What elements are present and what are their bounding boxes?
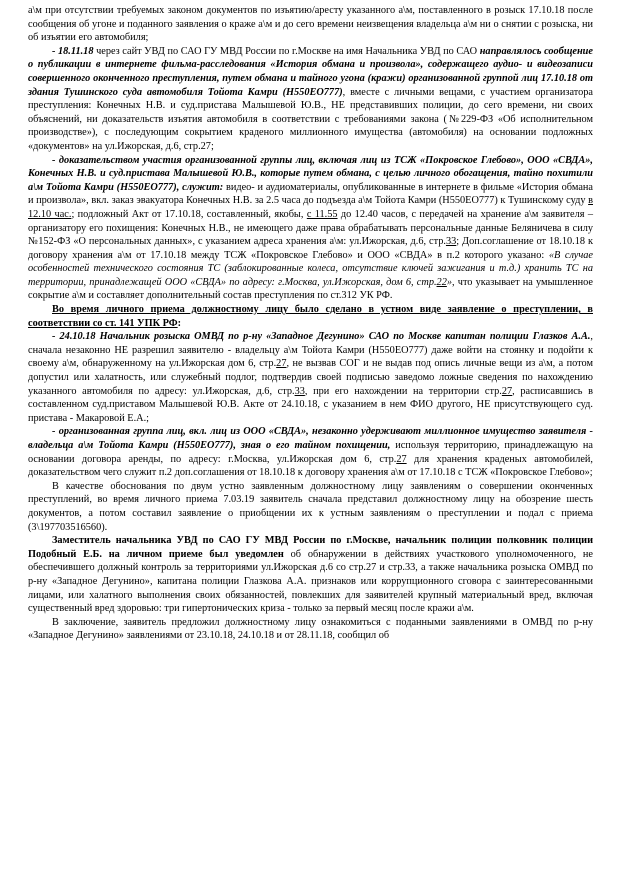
text-run: с 11.55: [306, 208, 338, 220]
text-run: для хранения краденых автомобилей, доказательством чего служит п.2 доп.соглашения от 18.10.18 к договору хранения а\м от 17.10.18 с ТСЖ «Покровское Глебово»;: [28, 453, 593, 479]
text-run: , что указывает на умышленное сокрытие а\м и составляет дополнительный состав преступления по ст.312 УК РФ.: [28, 276, 593, 302]
text-run: используя территорию, принадлежащую на основании договора аренды, по адресу: г.Москва, ул.Ижорская дом 6, стр.: [28, 440, 593, 465]
paragraph-8: [28, 534, 593, 616]
text-run: , сначала незаконно НЕ разрешил заявителю - владельцу а\м Тойота Камри (Н550ЕО777) даже войти на стоянку и подойти к своему а\м, обнаруженному на ул.Ижорская дом 6, стр.: [28, 331, 593, 370]
text-run: 27: [501, 385, 513, 397]
text-run: об обнаружении в действиях участкового уполномоченного, не обеспечившего должный контроль за территориями ул.Ижорская д.6 со стр.27 и стр.33, а также начальника розыска ОМВД по р-ну «Западное Дегунино», капитана полиции Глазкова А.А. признаков или коррупционного сговора с заинтересованными лицами, или халатного выполнения своих обязанностей, повлекших для заявителей крупный материальный вред, включая существенный вред здоровью: три гипертонических криза - только за первый месяц после кражи а\м.: [28, 548, 593, 615]
text-run: ; Доп.соглашение от 18.10.18 к договору хранения а\м от 17.10.18 между ТСЖ «Покровское Глебово» и ООО «СВДА» в п.2 которого указано:: [28, 236, 593, 261]
text-run: Заместитель начальника УВД по САО ГУ МВД России по г.Москве, начальник полиции полковник полиции Подобный Е.Б. на личном приеме был уведомлен: [28, 535, 593, 560]
paragraph-2: [28, 45, 593, 154]
text-run: «В случае особенностей технического состояния ТС (заблокированные колеса, отсутствие ключей зажигания и т.д.) хранить ТС на территории, принадлежащей ООО «СВДА» по адресу: г.Москва, ул.Ижорская, дом 6, стр.: [28, 249, 594, 288]
text-run: направлялось сообщение о публикации в интернете фильма-расследования «История обмана и произвола», содержащего аудио- и видеозаписи совершенного оконченного преступления, путем обмана и тайного угона (кражи) организованной группой лиц 17.10.18 от здания Тушинского суда автомобиля Тойота Камри (Н550ЕО777): [28, 45, 593, 98]
text-run: »: [446, 276, 452, 288]
text-run: в 12.10 час.: [28, 195, 593, 220]
paragraph-9: [28, 616, 593, 643]
text-run: до 12.40 часов, с передачей на хранение а\м заявителя – организатору его похищения: Конечных Н.В., не имеющего даже права обрабатывать персональные данные Беляничева в силу №152-ФЗ «О персональных данных», с указанием адреса хранения а\м: ул.Ижорская, д.6, стр.: [28, 208, 594, 248]
text-run: - организованная группа лиц, вкл. лиц из ООО «СВДА», незаконно удерживают миллионное имущество заявителя - владельца а\м Тойота Камри (Н550ЕО777), зная о его тайном похищении,: [28, 426, 593, 451]
paragraph-7: [28, 480, 593, 534]
text-run: 22: [436, 276, 447, 288]
text-run: - 24.10.18 Начальник розыска ОМВД по р-ну «Западное Дегунино» САО по Москве капитан полиции Глазков А.А.: [52, 331, 591, 343]
text-run: 33: [294, 385, 305, 397]
text-run: видео- и аудиоматериалы, опубликованные в интернете в фильме «История обмана и произвола», вкл. заказ эвакуатора Конечных Н.В. за 2.5 часа до подъезда а\м Тойота Камри (Н550ЕО777) к Тушинскому суду: [28, 181, 593, 207]
text-run: , вместе с личными вещами, с участием организатора преступления: Конечных Н.В. и суд.пристава Малышевой Ю.В., НЕ представивших полиции, до сего времени, ни своих объяснений, ни доказательств изъятия автомобиля в соответствии с требованиями закона (№229-ФЗ «Об исполнительном производстве»), с последующим сокрытием краденого миллионного имущества (автомобиля) на основании подложных «документов» на ул.Ижорская, д.6, стр.27;: [28, 86, 594, 152]
text-run: 33: [445, 236, 457, 248]
text-run: В качестве обоснования по двум устно заявленным должностному лицу заявлениям о совершении оконченных преступлений, во время личного приема 7.03.19 заявитель сначала представил должностному лицу на обозрение шесть документов, а потом составил заявление о приобщении их к устным заявлениям о преступлении и подал с приема (3\197703516560).: [28, 480, 593, 533]
text-run: 27: [276, 358, 287, 370]
text-run: Во время личного приема должностному лицу было сделано в устном виде заявление о преступлении, в соответствии со ст. 141 УПК РФ: [28, 304, 593, 329]
paragraph-5: [28, 330, 593, 425]
text-run: :: [177, 317, 182, 329]
text-run: ; подложный Акт от 17.10.18, составленный, якобы,: [71, 208, 307, 220]
text-run: В заключение, заявитель предложил должностному лицу ознакомиться с поданными заявлениями в ОМВД по р-ну «Западное Дегунино» заявлениями от 23.10.18, 24.10.18 и от 28.11.18, сообщил об: [28, 616, 593, 642]
text-run: , расписавшись в составленном суд.приставом Малышевой Ю.В. Акте от 24.10.18, с указанием в нем ФИО другого, НЕ присутствующего суд. пристава - Макаровой Е.А.;: [28, 385, 594, 424]
paragraph-4: [28, 303, 593, 330]
paragraph-3: [28, 154, 593, 304]
text-run: а\м при отсутствии требуемых законом документов по изъятию/аресту указанного а\м, поставленного в розыск 17.10.18 после сообщения об угоне и поданного заявления о краже а\м и до сего времени неизвещения владельца а\м ни о снятии с розыска, ни об изъятии его автомобиля;: [28, 5, 593, 44]
text-run: , при его нахождении на территории стр.: [304, 385, 502, 397]
paragraph-6: [28, 425, 593, 479]
text-run: - доказательством участия организованной группы лиц, включая лиц из ТСЖ «Покровское Глебово», ООО «СВДА», Конечных Н.В. и суд.пристава Малышевой Ю.В., которые путем обмана, с целью личного обогащения, тайно похитили а\м Тойота Камри (Н550ЕО777), служит:: [28, 154, 593, 193]
text-run: , не вызвав СОГ и не выдав под опись личные вещи из а\м, а потом допустил или халатность, или служебный подлог, подтвердив своей подписью заведомо ложные сведения по нахождению указанного автомобиля по адресу: ул.Ижорская, д.6, стр.: [28, 358, 593, 397]
text-run: через сайт УВД по САО ГУ МВД России по г.Москве на имя Начальника УВД по САО: [93, 45, 480, 57]
paragraph-1: [28, 4, 593, 45]
text-run: 27: [396, 453, 407, 465]
text-run: - 18.11.18: [52, 45, 94, 57]
